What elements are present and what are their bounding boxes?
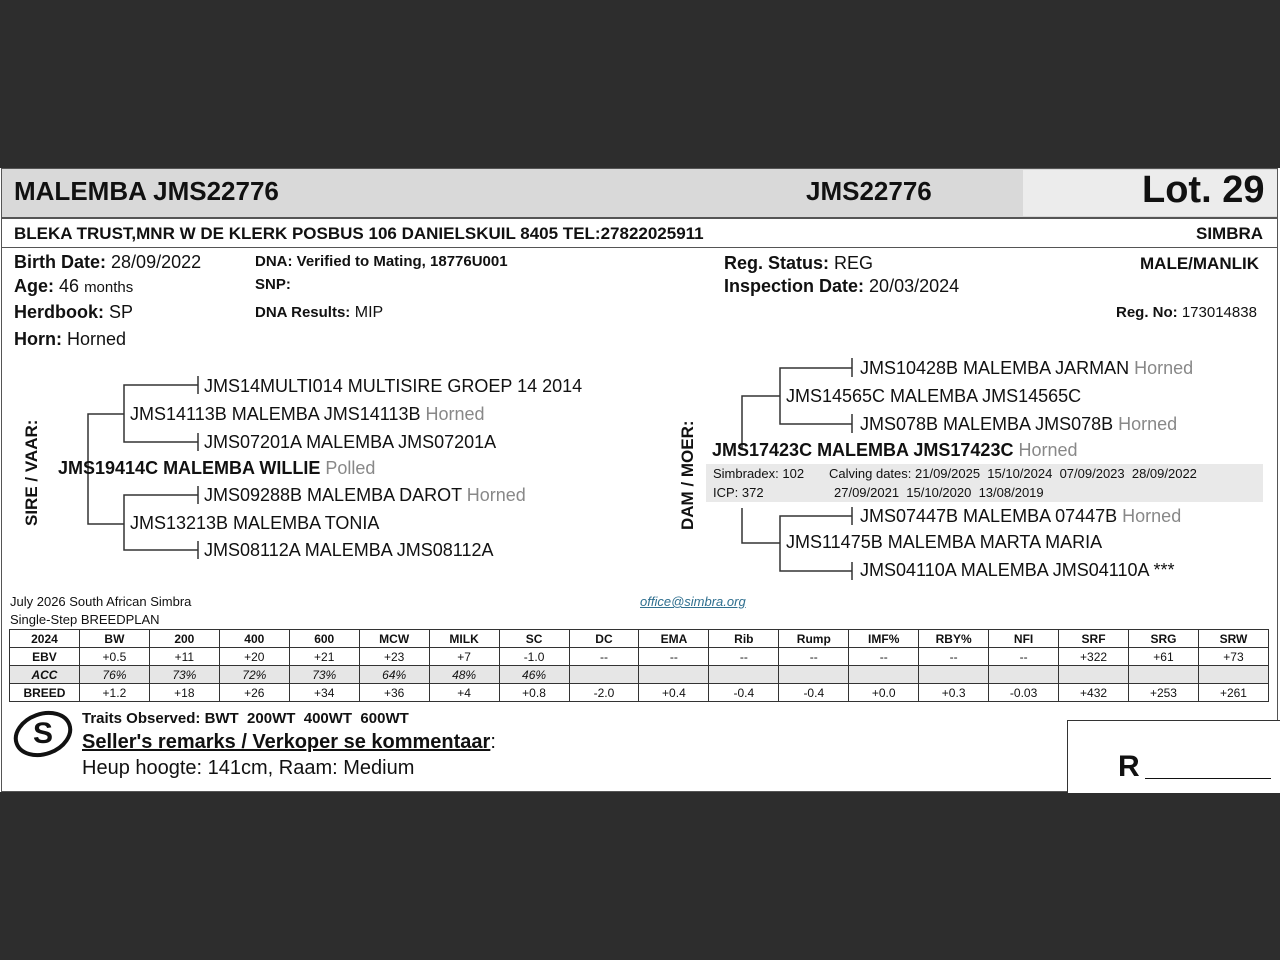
- traits-value: BWT 200WT 400WT 600WT: [204, 710, 409, 727]
- price-line[interactable]: [1145, 778, 1271, 779]
- sire-horn: Polled: [325, 458, 376, 478]
- ebv-col-header: BW: [79, 630, 149, 648]
- ebv-cell: --: [989, 648, 1059, 666]
- dam-side-label: DAM / MOER:: [678, 420, 697, 530]
- dam-sire-sire-horn: Horned: [1134, 358, 1194, 378]
- ebv-cell: +261: [1198, 684, 1268, 702]
- ebv-cell: --: [709, 648, 779, 666]
- ebv-cell: 48%: [429, 666, 499, 684]
- ebv-cell: +7: [429, 648, 499, 666]
- ebv-col-header: RBY%: [919, 630, 989, 648]
- sire-dam: JMS13213B MALEMBA TONIA: [130, 513, 380, 533]
- ebv-cell: --: [569, 648, 639, 666]
- ebv-col-header: SRG: [1129, 630, 1199, 648]
- age-label: Age:: [14, 276, 54, 296]
- dna-status: DNA: Verified to Mating, 18776U001: [255, 253, 508, 270]
- simbra-logo-icon: [12, 708, 74, 760]
- sex-label: MALE/MANLIK: [1140, 254, 1259, 273]
- ebv-cell: -0.4: [779, 684, 849, 702]
- calving-dates-1: Calving dates: 21/09/2025 15/10/2024 07/09/2023 28/09/2022: [829, 466, 1197, 481]
- ebv-cell: +0.4: [639, 684, 709, 702]
- sire-dam-sire-text: JMS09288B MALEMBA DAROT: [204, 485, 462, 505]
- remarks-colon: :: [490, 731, 496, 753]
- ebv-cell: +0.5: [79, 648, 149, 666]
- ebv-cell: +0.8: [499, 684, 569, 702]
- ebv-row-label: ACC: [10, 666, 80, 684]
- owner-address: BLEKA TRUST,MNR W DE KLERK POSBUS 106 DANIELSKUIL 8405 TEL:27822025911: [14, 224, 704, 243]
- animal-name: MALEMBA JMS22776: [14, 176, 279, 206]
- inspection-date-value: 20/03/2024: [869, 276, 960, 296]
- lot-number: Lot. 29: [1142, 169, 1265, 211]
- dam-dam-sire-horn: Horned: [1122, 506, 1182, 526]
- ebv-cell: +20: [219, 648, 289, 666]
- dam-sire-sire: [860, 358, 1193, 379]
- reg-status-value: REG: [834, 253, 874, 273]
- ebv-col-header: 200: [149, 630, 219, 648]
- dam-dam: JMS11475B MALEMBA MARTA MARIA: [786, 532, 1103, 552]
- ebv-col-header: IMF%: [849, 630, 919, 648]
- reg-status-label: Reg. Status:: [724, 253, 830, 273]
- ebv-cell: -1.0: [499, 648, 569, 666]
- ebv-cell: +21: [289, 648, 359, 666]
- ebv-col-header: NFI: [989, 630, 1059, 648]
- ebv-row: [10, 666, 1269, 684]
- dam-sire-dam-text: JMS078B MALEMBA JMS078B: [860, 414, 1114, 434]
- sire-sire-sire: JMS14MULTI014 MULTISIRE GROEP 14 2014: [204, 376, 583, 396]
- animal-id: JMS22776: [806, 176, 932, 206]
- ebv-cell: -0.03: [989, 684, 1059, 702]
- ebv-cell: [1198, 666, 1268, 684]
- ebv-cell: [709, 666, 779, 684]
- ebv-cell: --: [849, 648, 919, 666]
- ebv-row: [10, 684, 1269, 702]
- dam-dam-dam: JMS04110A MALEMBA JMS04110A ***: [860, 560, 1175, 580]
- ebv-cell: +1.2: [79, 684, 149, 702]
- age-value: 46: [59, 276, 80, 296]
- snp-label: SNP:: [255, 276, 291, 293]
- ebv-cell: [569, 666, 639, 684]
- dam-dam-sire: [860, 506, 1181, 527]
- ebv-table: [9, 629, 1269, 702]
- ebv-col-header: EMA: [639, 630, 709, 648]
- ebv-source-2: Single-Step BREEDPLAN: [10, 612, 160, 627]
- dam-dam-sire-text: JMS07447B MALEMBA 07447B: [860, 506, 1118, 526]
- dam-name: [712, 440, 1078, 461]
- horn-label: Horn:: [14, 329, 62, 349]
- ebv-cell: 72%: [219, 666, 289, 684]
- dam-sire: JMS14565C MALEMBA JMS14565C: [786, 386, 1082, 406]
- dna-results-value: MIP: [354, 304, 384, 321]
- ebv-cell: +18: [149, 684, 219, 702]
- sire-dam-sire: [204, 485, 526, 506]
- ebv-cell: 73%: [289, 666, 359, 684]
- ebv-cell: +36: [359, 684, 429, 702]
- reg-no-label: Reg. No:: [1116, 304, 1178, 321]
- age-unit: months: [84, 279, 134, 296]
- calving-dates-2: 27/09/2021 15/10/2020 13/08/2019: [834, 485, 1044, 500]
- ebv-cell: 76%: [79, 666, 149, 684]
- lot-card: [0, 168, 1280, 792]
- dna-results-label: DNA Results:: [255, 304, 351, 321]
- sire-side-label: SIRE / VAAR:: [22, 419, 41, 526]
- ebv-cell: [919, 666, 989, 684]
- remarks-value: Heup hoogte: 141cm, Raam: Medium: [82, 757, 415, 779]
- ebv-col-header: MCW: [359, 630, 429, 648]
- simbradex: Simbradex: 102: [713, 466, 805, 481]
- ebv-cell: 46%: [499, 666, 569, 684]
- ebv-cell: +4: [429, 684, 499, 702]
- ebv-body: [10, 648, 1269, 702]
- ebv-cell: [989, 666, 1059, 684]
- dam-sire-sire-text: JMS10428B MALEMBA JARMAN: [860, 358, 1130, 378]
- herdbook-label: Herdbook:: [14, 302, 104, 322]
- remarks-label: Seller's remarks / Verkoper se kommentaar: [82, 731, 491, 753]
- sire-sire-dam: JMS07201A MALEMBA JMS07201A: [204, 432, 497, 452]
- herdbook-value: SP: [109, 302, 134, 322]
- ebv-cell: +0.3: [919, 684, 989, 702]
- ebv-cell: -0.4: [709, 684, 779, 702]
- ebv-cell: +61: [1129, 648, 1199, 666]
- ebv-cell: +23: [359, 648, 429, 666]
- sire-name: [58, 458, 375, 479]
- dam-horn: Horned: [1018, 440, 1078, 460]
- ebv-col-header: SC: [499, 630, 569, 648]
- inspection-date-label: Inspection Date:: [724, 276, 865, 296]
- seller-remarks: [82, 731, 496, 754]
- ebv-cell: [1059, 666, 1129, 684]
- sire-sire-horn: Horned: [425, 404, 485, 424]
- ebv-cell: [849, 666, 919, 684]
- traits-observed: [82, 710, 409, 727]
- birth-date-label: Birth Date:: [14, 252, 107, 272]
- ebv-cell: 73%: [149, 666, 219, 684]
- price-box: [1067, 720, 1280, 793]
- ebv-cell: +322: [1059, 648, 1129, 666]
- price-label: R: [1118, 750, 1140, 783]
- ebv-cell: --: [779, 648, 849, 666]
- ebv-cell: +34: [289, 684, 359, 702]
- horn-value: Horned: [67, 329, 127, 349]
- ebv-col-header: 2024: [10, 630, 80, 648]
- ebv-cell: +11: [149, 648, 219, 666]
- ebv-cell: +432: [1059, 684, 1129, 702]
- ebv-col-header: 400: [219, 630, 289, 648]
- ebv-cell: 64%: [359, 666, 429, 684]
- ebv-row: [10, 648, 1269, 666]
- ebv-row-label: EBV: [10, 648, 80, 666]
- breed-label: SIMBRA: [1196, 224, 1264, 243]
- ebv-source-1: July 2026 South African Simbra: [10, 594, 192, 609]
- dam-name-text: JMS17423C MALEMBA JMS17423C: [712, 440, 1014, 460]
- dam-sire-dam-horn: Horned: [1118, 414, 1178, 434]
- sire-sire-text: JMS14113B MALEMBA JMS14113B: [130, 404, 421, 424]
- ebv-row-label: BREED: [10, 684, 80, 702]
- sire-name-text: JMS19414C MALEMBA WILLIE: [58, 458, 321, 478]
- ebv-col-header: 600: [289, 630, 359, 648]
- ebv-cell: [1129, 666, 1199, 684]
- birth-date-value: 28/09/2022: [111, 252, 202, 272]
- ebv-col-header: MILK: [429, 630, 499, 648]
- ebv-col-header: Rib: [709, 630, 779, 648]
- traits-label: Traits Observed:: [82, 710, 201, 727]
- ebv-cell: -2.0: [569, 684, 639, 702]
- sire-dam-sire-horn: Horned: [466, 485, 526, 505]
- dam-sire-dam: [860, 414, 1177, 435]
- sire-dam-dam: JMS08112A MALEMBA JMS08112A: [204, 540, 494, 560]
- ebv-col-header: SRW: [1198, 630, 1268, 648]
- email-link[interactable]: office@simbra.org: [640, 594, 746, 609]
- ebv-col-header: DC: [569, 630, 639, 648]
- ebv-cell: +253: [1129, 684, 1199, 702]
- ebv-col-header: Rump: [779, 630, 849, 648]
- ebv-cell: +73: [1198, 648, 1268, 666]
- ebv-cell: --: [639, 648, 709, 666]
- ebv-cell: [779, 666, 849, 684]
- ebv-cell: --: [919, 648, 989, 666]
- ebv-col-header: SRF: [1059, 630, 1129, 648]
- ebv-cell: +26: [219, 684, 289, 702]
- icp: ICP: 372: [713, 485, 764, 500]
- svg-text:S: S: [32, 717, 54, 750]
- sire-sire: [130, 404, 485, 425]
- ebv-cell: +0.0: [849, 684, 919, 702]
- ebv-cell: [639, 666, 709, 684]
- reg-no-value: 173014838: [1181, 304, 1257, 321]
- ebv-header-row: [10, 630, 1269, 648]
